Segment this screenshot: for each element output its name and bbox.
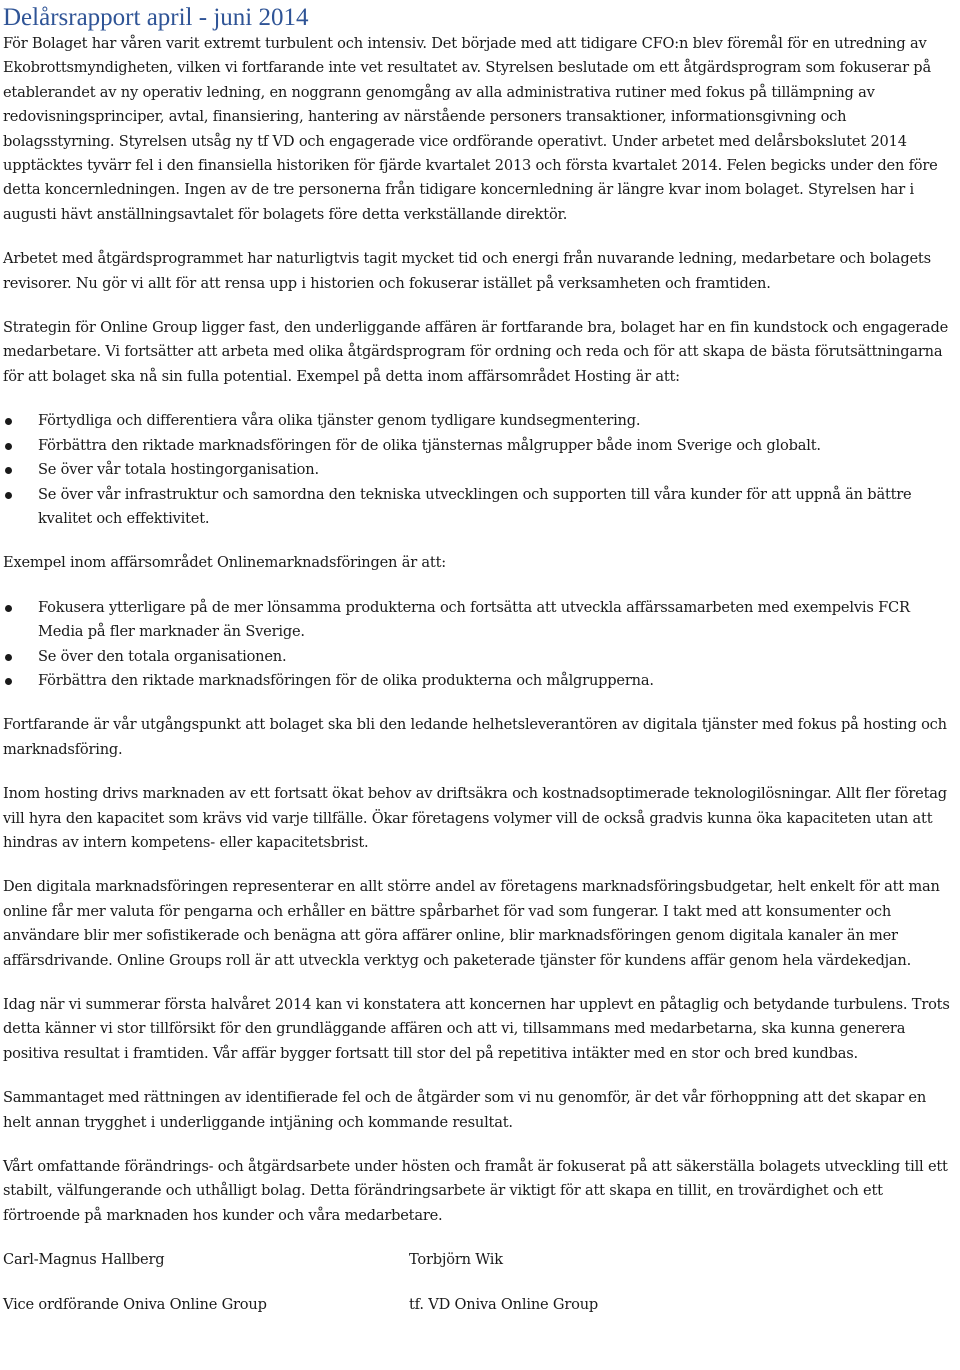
list-item: Se över vår totala hostingorganisation. [3, 458, 957, 482]
bullet-icon [5, 605, 12, 612]
bullet-icon [5, 418, 12, 425]
list-item: Förbättra den riktade marknadsföringen för de olika tjänsternas målgrupper både inom Sverige och globalt. [3, 434, 957, 458]
strategy-paragraph: Strategin för Online Group ligger fast, den underliggande affären är fortfarande bra, bolaget har en fin kundstock och engagerade medarbetare. Vi fortsätter att arbeta med olika åtgärdsprogram för ordning och reda och för att skapa de bästa förutsättningarna för att bolaget ska nå sin fulla potential. Exempel på detta inom affärsområdet Hosting är att: [3, 319, 949, 385]
signer-role: Vice ordförande Oniva Online Group [3, 1295, 267, 1313]
bullet-icon [5, 443, 12, 450]
signature-right [409, 1248, 809, 1317]
report-page [3, 4, 957, 1318]
signer-role: tf. VD Oniva Online Group [409, 1295, 599, 1313]
bullet-icon [5, 467, 12, 474]
change-work-paragraph: Vårt omfattande förändrings- och åtgärdsarbete under hösten och framåt är fokuserat på att säkerställa bolagets utveckling till ett stabilt, välfungerande och uthålligt bolag. Detta förändringsarbete är viktigt för att skapa en tillit, en trovärdighet och ett förtroende på marknaden hos kunder och våra medarbetare. [3, 1158, 948, 1224]
page-title: Delårsrapport april - juni 2014 [3, 4, 309, 31]
list-item: Se över vår infrastruktur och samordna den tekniska utvecklingen och supporten till våra kunder för att uppnå än bättre kvalitet och effektivitet. [3, 483, 957, 532]
goal-paragraph: Fortfarande är vår utgångspunkt att bolaget ska bli den ledande helhetsleverantören av digitala tjänster med fokus på hosting och marknadsföring. [3, 716, 947, 758]
list-item: Fokusera ytterligare på de mer lönsamma produkterna och fortsätta att utveckla affärssamarbeten med exempelvis FCR Media på fler marknader än Sverige. [3, 596, 957, 645]
action-program-paragraph: Arbetet med åtgärdsprogrammet har naturligtvis tagit mycket tid och energi från nuvarande ledning, medarbetare och bolagets revisorer. Nu gör vi allt för att rensa upp i historien och fokuserar istället på verksamheten och framtiden. [3, 250, 931, 292]
list-item: Förtydliga och differentiera våra olika tjänster genom tydligare kundsegmentering. [3, 409, 957, 433]
list-item: Förbättra den riktade marknadsföringen för de olika produkterna och målgrupperna. [3, 669, 957, 693]
signature-block [3, 1248, 957, 1318]
hosting-market-paragraph: Inom hosting drivs marknaden av ett fortsatt ökat behov av driftsäkra och kostnadsoptimerade teknologilösningar. Allt fler företag vill hyra den kapacitet som krävs vid varje tillfälle. Ökar företagens volymer vill de också gradvis kunna öka kapaciteten utan att hindras av intern kompetens- eller kapacitetsbrist. [3, 785, 947, 851]
digital-marketing-paragraph: Den digitala marknadsföringen representerar en allt större andel av företagens marknadsföringsbudgetar, helt enkelt för att man online får mer valuta för pengarna och erhåller en bättre spårbarhet för vad som fungerar. I takt med att konsumenter och användare blir mer sofistikerade och benägna att göra affärer online, blir marknadsföringen genom digitala kanaler än mer affärsdrivande. Online Groups roll är att utveckla verktyg och paketerade tjänster för kundens affär genom hela värdekedjan. [3, 878, 940, 969]
marketing-list [3, 596, 957, 694]
bullet-icon [5, 492, 12, 499]
intro-paragraph: För Bolaget har våren varit extremt turbulent och intensiv. Det började med att tidigare CFO:n blev föremål för en utredning av Ekobrottsmyndigheten, vilken vi fortfarande inte vet resultatet av. Styrelsen beslutade om ett åtgärdsprogram som fokuserar på etablerandet av ny operativ ledning, en noggrann genomgång av alla administrativa rutiner med fokus på tillämpning av redovisningsprinciper, avtal, finansiering, hantering av närstående personers transaktioner, informationsgivning och bolagsstyrning. Styrelsen utsåg ny tf VD och engagerade vice ordförande operativt. Under arbetet med delårsbokslutet 2014 upptäcktes tyvärr fel i den finansiella historiken för fjärde kvartalet 2013 och första kvartalet 2014. Felen begicks under den före detta koncernledningen. Ingen av de tre personerna från tidigare koncernledning är längre kvar inom bolaget. Styrelsen har i augusti hävt anställningsavtalet för bolagets före detta verkställande direktör. [3, 35, 938, 223]
bullet-icon [5, 678, 12, 685]
signer-name: Torbjörn Wik [409, 1251, 503, 1269]
bullet-icon [5, 654, 12, 661]
summary-paragraph: Idag när vi summerar första halvåret 2014 kan vi konstatera att koncernen har upplevt en påtaglig och betydande turbulens. Trots detta känner vi stor tillförsikt för den grundläggande affären och att vi, tillsammans med medarbetarna, ska kunna generera positiva resultat i framtiden. Vår affär bygger fortsatt till stor del på repetitiva intäkter med en stor och bred kundbas. [3, 996, 950, 1062]
signer-name: Carl-Magnus Hallberg [3, 1251, 165, 1269]
list-item: Se över den totala organisationen. [3, 645, 957, 669]
signature-left [3, 1248, 403, 1317]
marketing-intro-paragraph: Exempel inom affärsområdet Onlinemarknadsföringen är att: [3, 554, 446, 572]
correction-paragraph: Sammantaget med rättningen av identifierade fel och de åtgärder som vi nu genomför, är det vår förhoppning att det skapar en helt annan trygghet i underliggande intjäning och kommande resultat. [3, 1089, 927, 1131]
hosting-list [3, 409, 957, 531]
